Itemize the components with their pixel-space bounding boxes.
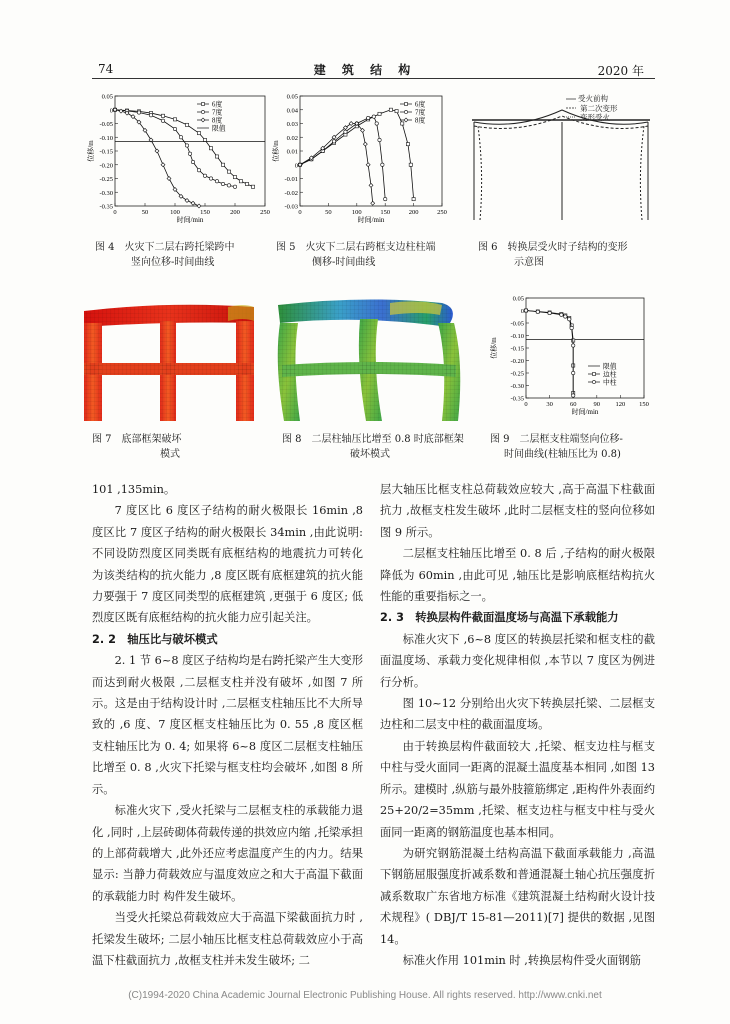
paragraph: 由于转换层构件截面较大 ,托梁、框支边柱与框支中柱与受火面同一距离的混凝土温度基本相同 ,如图 13 所示。建模时 ,纵筋与最外肢箍筋绑定 ,距构件外表面约 25+20/2=35mm ,托梁、框支边柱与框支中柱与受火面同一距离的钢筋温度也基本相同。 xyxy=(380,739,655,839)
paragraph: 二层框支柱轴压比增至 0. 8 后 ,子结构的耐火极限降低为 60min ,由此可见 ,轴压比是影响底框结构抗火性能的重要指标之一。 xyxy=(380,547,655,604)
data-point xyxy=(564,315,567,318)
y-tick-label: 0 xyxy=(109,107,113,115)
data-point xyxy=(332,140,335,143)
x-tick-label: 150 xyxy=(200,209,210,216)
plot-frame xyxy=(526,298,644,398)
y-tick-label: -0.15 xyxy=(510,345,524,353)
legend-label: 限值 xyxy=(212,125,226,133)
y-tick-label: -0.10 xyxy=(510,333,524,340)
data-point xyxy=(406,143,409,146)
data-point xyxy=(185,144,188,147)
body-column-left xyxy=(92,479,363,971)
x-tick-label: 250 xyxy=(260,209,270,216)
y-tick-label: -0.20 xyxy=(510,358,524,365)
series-line-边柱 xyxy=(526,311,573,394)
data-point xyxy=(371,201,375,205)
data-point xyxy=(568,318,571,321)
caption-line: 破坏模式 xyxy=(350,449,390,460)
data-point xyxy=(191,160,194,163)
x-tick-label: 150 xyxy=(380,209,391,216)
data-point xyxy=(366,163,370,167)
data-point xyxy=(233,176,236,179)
data-point xyxy=(536,310,539,313)
data-point xyxy=(179,136,182,139)
journal-year: 2020 年 xyxy=(597,64,644,78)
y-axis-label: 位移/m xyxy=(272,140,280,162)
paragraph: 图 10~12 分别给出火灾下转换层托梁、二层框支边柱和二层支中柱的截面温度场。 xyxy=(380,697,655,732)
legend-label: 7度 xyxy=(415,109,426,117)
figure-5-caption xyxy=(276,240,456,270)
data-point xyxy=(161,119,164,122)
y-tick-label: -0.05 xyxy=(510,320,524,328)
y-tick-label: -0.15 xyxy=(99,148,113,156)
legend-marker xyxy=(593,373,596,376)
data-point xyxy=(209,177,212,180)
y-tick-label: 0.05 xyxy=(286,93,298,101)
data-point xyxy=(239,180,242,183)
x-tick-label: 0 xyxy=(298,209,302,216)
caption-line: 图 6 转换层受火时子结构的变形 xyxy=(478,242,628,253)
x-tick-label: 200 xyxy=(230,209,240,216)
fig6-label: 变形受火 xyxy=(580,113,610,122)
data-point xyxy=(570,326,573,329)
data-point xyxy=(560,313,563,316)
data-point xyxy=(209,147,212,150)
figure-6-caption xyxy=(478,240,658,270)
y-tick-label: -0.01 xyxy=(284,176,298,183)
data-point xyxy=(215,180,218,183)
y-tick-label: -0.25 xyxy=(510,370,524,378)
data-point xyxy=(409,163,412,166)
data-point xyxy=(384,197,387,200)
caption-line: 图 9 二层框支柱端竖向位移- xyxy=(490,434,623,445)
figure-8-caption xyxy=(282,432,482,462)
y-tick-label: 0 xyxy=(294,162,298,170)
y-tick-label: 0.01 xyxy=(286,148,298,156)
caption-line: 侧移-时间曲线 xyxy=(312,257,376,268)
y-tick-label: -0.03 xyxy=(284,203,298,211)
section-heading: 2. 3 转换层构件截面温度场与高温下承载能力 xyxy=(380,611,619,625)
data-point xyxy=(412,198,415,201)
x-axis-label: 时间/min xyxy=(176,216,204,224)
data-point xyxy=(188,152,191,155)
figure-4-chart xyxy=(85,90,275,230)
data-point xyxy=(167,177,171,181)
x-tick-label: 100 xyxy=(170,209,180,216)
figure-6-deformation xyxy=(462,92,660,227)
legend-label: 限值 xyxy=(603,363,617,371)
x-tick-label: 0 xyxy=(524,401,528,408)
caption-line: 竖向位移-时间曲线 xyxy=(131,257,215,268)
data-point xyxy=(572,371,575,374)
legend-marker xyxy=(404,110,407,113)
data-point xyxy=(378,138,381,141)
paragraph: 2. 1 节 6~8 度区子结构均是右跨托梁产生大变形而达到耐火极限 ,二层框支柱并没有破坏 ,如图 7 所示。这是由于结构设计时 ,二层框支柱轴压比不大所导致的 ,6 度、7 度区框支柱轴压比为 0. 55 ,8 度区框支柱轴压比为 0. 4; 如果将 6~8 度区二层框支柱轴压比增至 0. 8 ,火灾下托梁与框支柱均会破坏 ,如图 8 所示。 xyxy=(92,654,363,796)
data-point xyxy=(381,163,384,166)
y-tick-label: 0.05 xyxy=(101,93,113,101)
x-tick-label: 120 xyxy=(615,401,626,408)
paragraph: 标准火灾下 ,受火托梁与二层框支柱的承载能力退化 ,同时 ,上层砖砌体荷载传递的拱效应内缩 ,托梁承担的上部荷载增大 ,此外还应考虑温度产生的内力。结果显示: 当静力荷载效应与温度效应之和大于高温下截面的承载能力时 构件发生破坏。 xyxy=(92,804,363,903)
y-tick-label: 0 xyxy=(520,308,524,315)
data-point xyxy=(185,123,188,126)
y-tick-label: -0.30 xyxy=(99,189,113,197)
caption-line: 图 7 底部框架破坏 xyxy=(92,434,182,445)
x-tick-label: 250 xyxy=(437,209,447,216)
x-tick-label: 100 xyxy=(351,209,362,216)
data-point xyxy=(572,394,575,397)
caption-line: 图 4 火灾下二层右跨托梁跨中 xyxy=(95,242,235,253)
figure-7-caption xyxy=(92,432,262,462)
figure-4-caption xyxy=(95,240,275,270)
data-point xyxy=(395,110,398,113)
data-point xyxy=(221,182,224,185)
paragraph: 101 ,135min。 xyxy=(92,483,176,496)
data-point xyxy=(375,122,378,125)
caption-line: 时间曲线(柱轴压比为 0.8) xyxy=(504,449,621,460)
data-point xyxy=(245,182,248,185)
data-point xyxy=(233,185,236,188)
y-tick-label: -0.05 xyxy=(99,121,113,128)
legend-marker xyxy=(201,110,204,113)
x-tick-label: 90 xyxy=(593,401,601,408)
data-point xyxy=(173,127,176,130)
fig6-label: 受火前构 xyxy=(578,94,608,103)
series-line-中柱 xyxy=(526,311,573,396)
y-tick-label: -0.35 xyxy=(99,203,113,211)
paragraph: 层大轴压比框支柱总荷载效应较大 ,高于高温下柱截面抗力 ,故框支柱发生破坏 ,此时二层框支柱的竖向位移如图 9 所示。 xyxy=(380,483,655,539)
data-point xyxy=(215,155,218,158)
x-tick-label: 30 xyxy=(546,401,553,408)
page-header xyxy=(0,0,730,82)
caption-line: 图 8 二层柱轴压比增至 0.8 时底部框架 xyxy=(282,434,464,445)
figure-9-chart xyxy=(488,290,653,425)
data-point xyxy=(161,114,164,117)
y-tick-label: 0.04 xyxy=(286,107,298,115)
x-tick-label: 200 xyxy=(408,209,419,216)
data-point xyxy=(572,344,575,347)
header-rule xyxy=(92,78,655,79)
legend-label: 中柱 xyxy=(603,379,617,387)
paragraph: 7 度区比 6 度区子结构的耐火极限长 16min ,8 度区比 7 度区子结构的耐火极限长 34min ,由此说明: 不同设防烈度区同类既有底框结构的地震抗力可转化为该类结构的抗火能力 ,8 度区既有底框建筑的抗火能力要强于 7 度区同类型的底框建筑 ,更强于 6 度区; 低烈度区既有底框结构的抗火能力应引起关注。 xyxy=(92,504,363,625)
data-point xyxy=(221,163,224,166)
data-point xyxy=(203,138,206,141)
caption-line: 图 5 火灾下二层右跨框支边柱柱端 xyxy=(276,242,436,253)
legend-label: 6度 xyxy=(415,101,426,109)
body-column-right xyxy=(380,479,655,971)
figure-7-contour xyxy=(78,293,260,423)
data-point xyxy=(173,118,176,121)
data-point xyxy=(149,114,152,117)
y-tick-label: 0.03 xyxy=(286,121,298,128)
data-point xyxy=(137,111,140,114)
page-number: 74 xyxy=(98,62,114,76)
data-point xyxy=(227,170,230,173)
legend-marker xyxy=(405,103,408,106)
legend-label: 6度 xyxy=(212,101,223,109)
data-point xyxy=(369,183,373,187)
data-point xyxy=(227,184,230,187)
x-tick-label: 50 xyxy=(141,209,149,216)
figure-8-contour xyxy=(270,293,465,423)
legend-label: 7度 xyxy=(212,109,223,117)
caption-line: 模式 xyxy=(160,449,180,460)
y-tick-label: -0.02 xyxy=(284,189,298,197)
figure-9-caption xyxy=(490,432,660,462)
y-tick-label: -0.35 xyxy=(510,395,524,403)
x-tick-label: 60 xyxy=(569,401,577,408)
y-axis-label: 位移/m xyxy=(490,337,498,359)
paragraph: 当受火托梁总荷载效应大于高温下梁截面抗力时 ,托梁发生破坏; 二层小轴压比框支柱总荷载效应小于高温下柱截面抗力 ,故框支柱并未发生破坏; 二 xyxy=(92,911,363,967)
y-axis-label: 位移/m xyxy=(87,140,95,162)
x-tick-label: 0 xyxy=(113,209,117,216)
data-point xyxy=(344,130,347,133)
data-point xyxy=(548,311,551,314)
x-axis-label: 时间/min xyxy=(357,216,385,224)
data-point xyxy=(197,204,201,208)
data-point xyxy=(191,201,195,205)
series-line-6度 xyxy=(115,110,253,187)
legend-marker xyxy=(202,103,205,106)
legend-marker xyxy=(592,380,595,383)
y-tick-label: -0.30 xyxy=(510,383,524,390)
legend-label: 8度 xyxy=(212,117,223,125)
data-point xyxy=(372,115,375,118)
data-point xyxy=(161,163,165,167)
series-line-8度 xyxy=(300,124,373,204)
y-tick-label: -0.10 xyxy=(99,134,113,142)
data-point xyxy=(155,149,159,153)
data-point xyxy=(363,142,367,146)
paragraph: 为研究钢筋混凝土结构高温下截面承载能力 ,高温下钢筋屈服强度折减系数和普通混凝土轴心抗压强度折减系数取广东省地方标准《建筑混凝土结构耐火设计技术规程》( DBJ/T 15-81—2011)[7] 提供的数据 ,见图 14。 xyxy=(380,846,655,946)
data-point xyxy=(251,185,254,188)
y-tick-label: 0.05 xyxy=(512,295,524,303)
fig6-label: 第二次变形 xyxy=(580,104,618,113)
y-tick-label: 0.02 xyxy=(286,134,298,142)
x-tick-label: 50 xyxy=(325,209,332,216)
data-point xyxy=(389,108,392,111)
y-tick-label: -0.20 xyxy=(99,162,113,170)
data-point xyxy=(197,132,200,135)
data-point xyxy=(401,122,404,125)
legend-label: 边柱 xyxy=(603,371,617,379)
data-point xyxy=(378,112,381,115)
caption-line: 示意图 xyxy=(514,257,544,268)
legend-label: 8度 xyxy=(415,117,426,125)
paragraph: 标准火灾下 ,6~8 度区的转换层托梁和框支柱的截面温度场、承载力变化规律相似 ,本节以 7 度区为例进行分析。 xyxy=(380,632,655,689)
x-tick-label: 150 xyxy=(639,401,649,408)
paragraph: 标准火作用 101min 时 ,转换层构件受火面钢筋 xyxy=(402,953,641,967)
section-heading: 2. 2 轴压比与破坏模式 xyxy=(92,632,218,646)
y-tick-label: -0.25 xyxy=(99,176,113,183)
x-axis-label: 时间/min xyxy=(571,408,599,416)
data-point xyxy=(197,169,200,172)
copyright-footer: (C)1994-2020 China Academic Journal Electronic Publishing House. All rights reserved. http://www.cnki.net xyxy=(128,990,602,1001)
data-point xyxy=(366,116,369,119)
legend-marker xyxy=(201,118,205,122)
data-point xyxy=(203,174,206,177)
journal-name: 建 筑 结 构 xyxy=(313,63,417,77)
data-point xyxy=(524,309,527,312)
figure-5-chart xyxy=(270,90,450,230)
legend-marker xyxy=(404,118,408,122)
